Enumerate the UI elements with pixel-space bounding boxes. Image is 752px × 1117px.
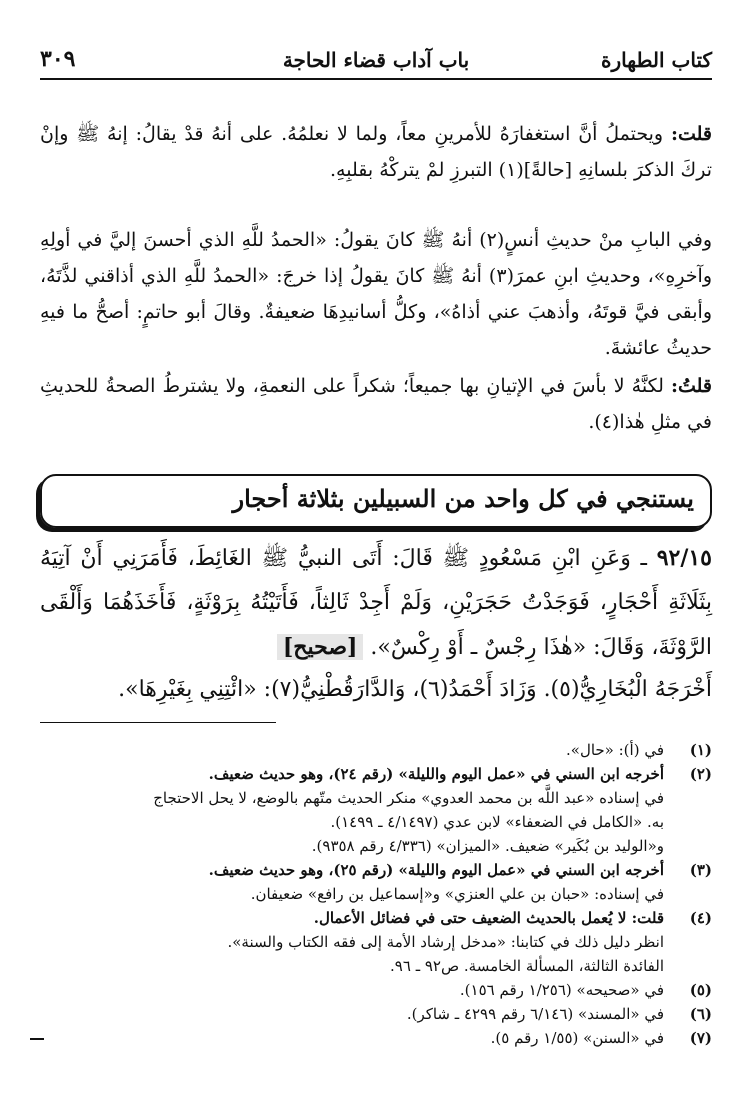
paragraph-3 bbox=[40, 368, 712, 440]
footnote-number: (٧) bbox=[689, 1029, 712, 1047]
footnote-line: في (أ): «حال». bbox=[566, 741, 664, 759]
footnote bbox=[40, 738, 712, 762]
section-title-box bbox=[40, 474, 712, 528]
footnote bbox=[40, 978, 712, 1002]
footnote-line: قلت: لا يُعمل بالحديث الضعيف حتى في فضائل الأعمال. bbox=[313, 909, 664, 927]
footnote-number: (١) bbox=[689, 741, 712, 759]
footnote-line: في «المسند» (٦/١٤٦ رقم ٤٢٩٩ ـ شاكر). bbox=[406, 1005, 664, 1023]
page-header bbox=[40, 44, 712, 76]
header-rule bbox=[40, 78, 712, 80]
hadith-number: ٩٢/١٥ bbox=[656, 545, 712, 571]
footnote bbox=[40, 906, 712, 978]
paragraph-3-text: لكنَّهُ لا بأسَ في الإتيانِ بها جميعاً؛ شكراً على النعمةِ، ولا يشترطُ الصحةُ للحديثِ في مثلِ هٰذا(٤). bbox=[40, 375, 712, 433]
margin-mark bbox=[30, 1038, 44, 1040]
footnote-line: أخرجه ابن السني في «عمل اليوم والليلة» (رقم ٢٥)، وهو حديث ضعيف. bbox=[208, 861, 664, 879]
paragraph-2-text: وفي البابِ منْ حديثِ أنسٍ(٢) أنهُ ﷺ كانَ يقولُ: «الحمدُ للَّهِ الذي أحسنَ إليَّ في أولِهِ وآخرِهِ»، وحديثِ ابنِ عمرَ(٣) أنهُ ﷺ كانَ يقولُ إذا خرجَ: «الحمدُ للَّهِ الذي أذاقني لذَّتَهُ، وأبقى فيَّ قوتَهُ، وأذهبَ عني أذاهُ»، وكلُّ أسانيدِهَا ضعيفةٌ. وقالَ أبو حاتمٍ: أصحُّ ما فيهِ حديثُ عائشةَ. bbox=[40, 229, 713, 359]
footnote-line: أخرجه ابن السني في «عمل اليوم والليلة» (رقم ٢٤)، وهو حديث ضعيف. bbox=[208, 765, 664, 783]
paragraph-1-text: ويحتملُ أنَّ استغفارَهُ للأمرينِ معاً، ولما لا نعلمُهُ. على أنهُ قدْ يقالُ: إنهُ ﷺ وإنْ تركَ الذكرَ بلسانِهِ [حالةً](١) التبرزِ لمْ يتركْهُ بقلبِهِ. bbox=[40, 123, 712, 181]
paragraph-2 bbox=[40, 222, 712, 366]
footnote-separator bbox=[40, 722, 276, 723]
hadith-takhrij-text: أَخْرَجَهُ الْبُخَارِيُّ(٥). وَزَادَ أَحْمَدُ(٦)، وَالدَّارَقُطْنِيُّ(٧): «ائْتِنِي بِغَيْرِهَا». bbox=[118, 677, 712, 702]
chapter-title: باب آداب قضاء الحاجة bbox=[282, 48, 470, 72]
footnote-number: (٤) bbox=[689, 909, 712, 927]
footnote-number: (٣) bbox=[689, 861, 712, 879]
footnote bbox=[40, 858, 712, 906]
footnote-number: (٢) bbox=[689, 765, 712, 783]
hadith-takhrij bbox=[40, 668, 712, 712]
footnote-number: (٥) bbox=[689, 981, 712, 999]
book-page bbox=[40, 38, 712, 1098]
section-title: يستنجي في كل واحد من السبيلين بثلاثة أحجار bbox=[232, 484, 694, 513]
footnote bbox=[40, 1002, 712, 1026]
page-number: ٣٠٩ bbox=[40, 46, 76, 72]
hadith-grade: [صحيح] bbox=[277, 634, 364, 660]
footnote-line: في إسناده: «حبان بن علي العنزي» و«إسماعيل بن رافع» ضعيفان. bbox=[250, 885, 664, 903]
paragraph-1 bbox=[40, 116, 712, 188]
paragraph-3-lead: قلتُ: bbox=[670, 375, 712, 397]
footnotes bbox=[40, 738, 712, 1050]
hadith-body: ـ وَعَنِ ابْنِ مَسْعُودٍ ﷺ قَالَ: أَتَى النبيُّ ﷺ الغَائِطَ، فَأَمَرَنِي أَنْ آتِيَهُ بِثَلَاثَةِ أَحْجَارٍ، فَوَجَدْتُ حَجَرَيْنِ، وَلَمْ أَجِدْ ثَالِثاً، فَأَتَيْتُهُ بِرَوْثَةٍ، فَأَخَذَهُمَا وَأَلْقَى الرَّوْثَةَ، وَقَالَ: «هٰذَا رِجْسٌ ـ أَوْ رِكْسٌ». bbox=[40, 546, 712, 660]
book-title: كتاب الطهارة bbox=[601, 48, 712, 72]
paragraph-1-lead: قلت: bbox=[670, 123, 712, 145]
hadith-text bbox=[40, 536, 712, 670]
footnote-number: (٦) bbox=[689, 1005, 712, 1023]
footnote-line: الفائدة الثالثة، المسألة الخامسة. ص٩٢ ـ ٩٦. bbox=[390, 957, 664, 975]
footnote-line: و«الوليد بن بُكَير» ضعيف. «الميزان» (٤/٣٣٦ رقم ٩٣٥٨). bbox=[311, 837, 664, 855]
footnote bbox=[40, 1026, 712, 1050]
footnote-line: في «السنن» (١/٥٥ رقم ٥). bbox=[490, 1029, 664, 1047]
footnote-line: به. «الكامل في الضعفاء» لابن عدي (٤/١٤٩٧ ـ ١٤٩٩). bbox=[330, 813, 664, 831]
footnote-line: في إسناده «عبد اللَّه بن محمد العدوي» منكر الحديث متّهم بالوضع، لا يحل الاحتجاج bbox=[153, 789, 664, 807]
footnote-line: انظر دليل ذلك في كتابنا: «مدخل إرشاد الأمة إلى فقه الكتاب والسنة». bbox=[227, 933, 664, 951]
footnote-line: في «صحيحه» (١/٢٥٦ رقم ١٥٦). bbox=[459, 981, 664, 999]
footnote bbox=[40, 762, 712, 858]
